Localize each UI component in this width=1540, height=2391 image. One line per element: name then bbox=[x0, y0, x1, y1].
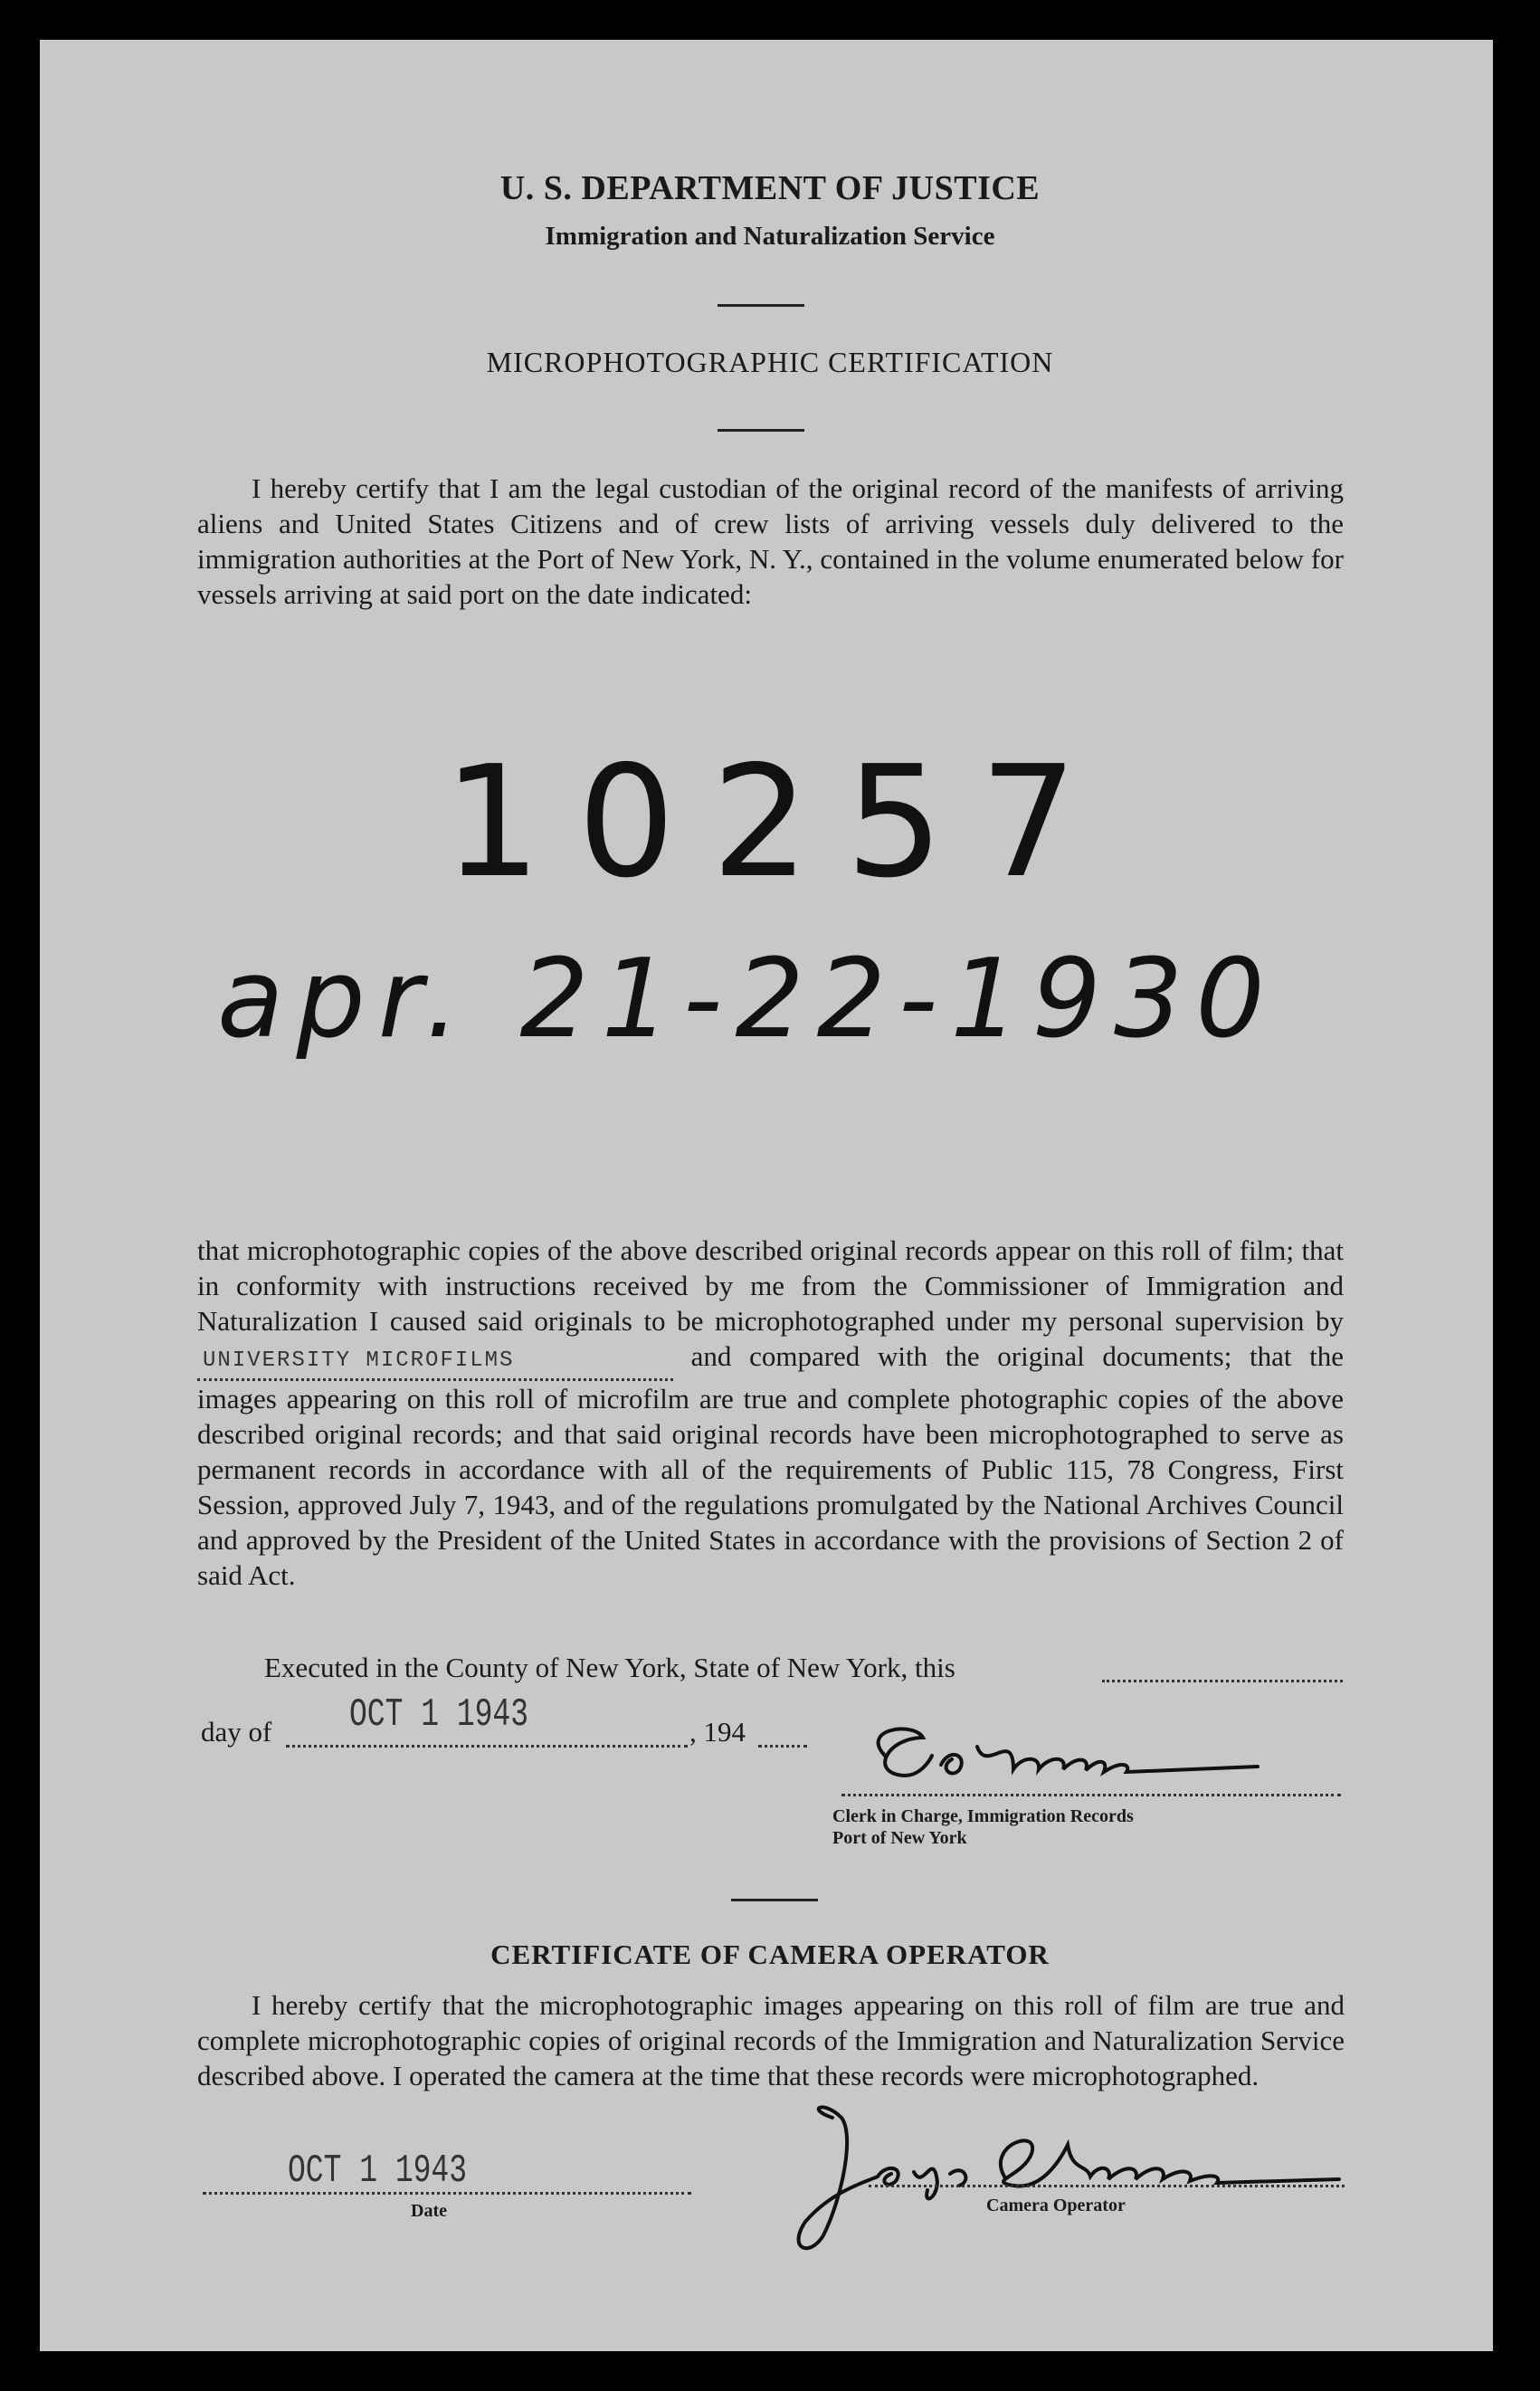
microfilm-company-field bbox=[197, 1338, 673, 1381]
executed-day-field bbox=[1102, 1680, 1343, 1682]
day-of-field bbox=[286, 1745, 688, 1748]
camera-stamp-date: OCT 1 1943 bbox=[288, 2148, 468, 2194]
camera-certificate-title: CERTIFICATE OF CAMERA OPERATOR bbox=[490, 1939, 1050, 1970]
operator-signature-line bbox=[869, 2185, 1345, 2187]
intro-paragraph bbox=[197, 471, 1344, 612]
executed-text: Executed in the County of New York, State of New York, this bbox=[264, 1652, 955, 1683]
operator-signature bbox=[769, 2091, 1348, 2262]
body-text-after: and compared with the original documents; that the images appearing on this roll of microfilm are true and complete photographic copies of the above described original records; and that said original records have been microphotographed to serve as permanent records in accordance with all of the requirements of Public 115, 78 Congress, First Session, approved July 7, 1943, and of the regulations promulgated by the National Archives Council and approved by the President of the United States in accordance with the provisions of Section 2 of said Act. bbox=[197, 1340, 1344, 1591]
operator-label: Camera Operator bbox=[986, 2196, 1126, 2215]
date-label: Date bbox=[411, 2201, 447, 2221]
clerk-signature bbox=[832, 1719, 1339, 1801]
form-title: MICROPHOTOGRAPHIC CERTIFICATION bbox=[486, 346, 1054, 378]
department-title: U. S. DEPARTMENT OF JUSTICE bbox=[499, 169, 1041, 207]
date-line bbox=[203, 2192, 691, 2195]
day-of-label: day of bbox=[201, 1716, 272, 1748]
divider bbox=[718, 429, 804, 432]
divider bbox=[731, 1899, 818, 1901]
clerk-title: Clerk in Charge, Immigration Records bbox=[832, 1806, 1134, 1826]
execution-stamp-date: OCT 1 1943 bbox=[349, 1692, 529, 1738]
intro-text: I hereby certify that I am the legal custodian of the original record of the manifests of arriving aliens and United States Citizens and of crew lists of arriving vessels duly delivered to the immigration authorities at the Port of New York, N. Y., contained in the volume enumerated below for vessels arriving at said port on the date indicated: bbox=[197, 472, 1344, 610]
year-label: , 194 bbox=[689, 1716, 746, 1748]
clerk-signature-line bbox=[841, 1794, 1341, 1796]
body-text-before: that microphotographic copies of the above described original records appear on this roll of film; that in conformity with instructions received by me from the Commissioner of Immigration and Naturalization I caused said originals to be microphotographed under my personal supervision by bbox=[197, 1234, 1344, 1337]
camera-certificate-text: I hereby certify that the microphotographic images appearing on this roll of film are true and complete microphotographic copies of original records of the Immigration and Naturalization Service described above. I operated the camera at the time that these records were microphotographed. bbox=[197, 1989, 1345, 2091]
camera-certificate-paragraph bbox=[197, 1987, 1345, 2093]
volume-number-handwritten: 10257 bbox=[443, 733, 1114, 912]
clerk-location: Port of New York bbox=[832, 1828, 967, 1848]
body-paragraph bbox=[197, 1233, 1344, 1593]
divider bbox=[718, 304, 804, 307]
service-subtitle: Immigration and Naturalization Service bbox=[545, 222, 995, 251]
year-field bbox=[758, 1745, 807, 1748]
microfilm-company-stamp: UNIVERSITY MICROFILMS bbox=[203, 1348, 515, 1373]
date-range-handwritten: apr. 21-22-1930 bbox=[217, 937, 1278, 1062]
